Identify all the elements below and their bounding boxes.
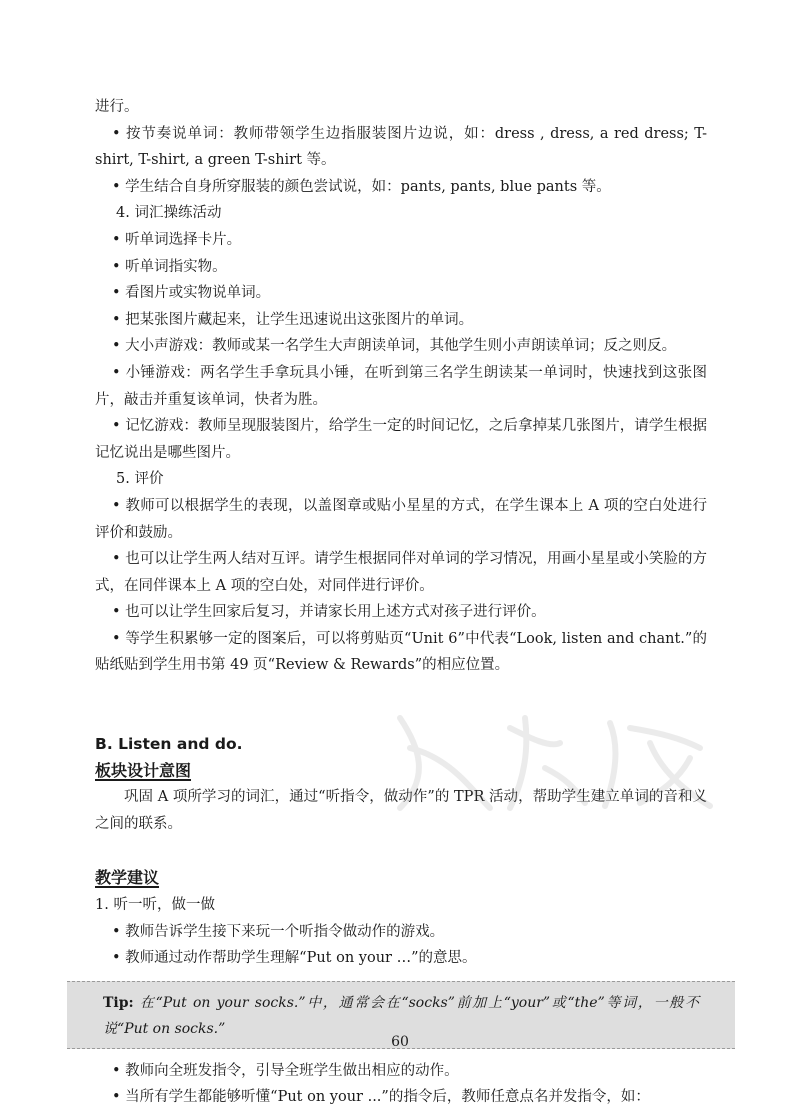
bullet-rhythm-words: • 按节奏说单词：教师带领学生边指服装图片边说，如：dress , dress, a red dress; T-shirt, T-shirt, a green T-shirt 等。 <box>95 125 707 169</box>
s4-bullet-2: • 听单词指实物。 <box>112 258 227 275</box>
s4-bullet-3: • 看图片或实物说单词。 <box>112 285 271 302</box>
page-content <box>95 94 707 1111</box>
section-gap <box>95 679 707 731</box>
section-b-title: B. Listen and do. <box>95 735 243 754</box>
design-intent-text: 巩固 A 项所学习的词汇，通过“听指令，做动作”的 TPR 活动，帮助学生建立单词的音和义之间的联系。 <box>95 789 707 832</box>
continued-text: 进行。 <box>95 99 139 115</box>
s5-bullet-1: • 教师可以根据学生的表现，以盖图章或贴小星星的方式，在学生课本上 A 项的空白处进行评价和鼓励。 <box>95 497 707 541</box>
b-bullet-1: • 教师告诉学生接下来玩一个听指令做动作的游戏。 <box>112 923 445 940</box>
s4-bullet-5: • 大小声游戏：教师或某一名学生大声朗读单词，其他学生则小声朗读单词；反之则反。 <box>112 338 677 355</box>
s4-bullet-7: • 记忆游戏：教师呈现服装图片，给学生一定的时间记忆，之后拿掉某几张图片，请学生根据记忆说出是哪些图片。 <box>95 418 707 461</box>
page-number: 60 <box>391 1034 409 1050</box>
design-intent-heading: 板块设计意图 <box>95 760 192 780</box>
b-bullet-3: • 教师向全班发指令，引导全班学生做出相应的动作。 <box>112 1062 459 1079</box>
s4-bullet-4: • 把某张图片藏起来，让学生迅速说出这张图片的单词。 <box>112 311 474 328</box>
tip-label: Tip: <box>103 994 134 1011</box>
b-bullet-4: • 当所有学生都能够听懂“Put on your ...”的指令后，教师任意点名并发指令，如： <box>112 1089 650 1106</box>
s4-bullet-6: • 小锤游戏：两名学生手拿玩具小锤，在听到第三名学生朗读某一单词时，快速找到这张图片，敲击并重复该单词，快者为胜。 <box>95 364 707 408</box>
subsection-gap <box>95 837 707 865</box>
s5-bullet-4: • 等学生积累够一定的图案后，可以将剪贴页“Unit 6”中代表“Look, listen and chant.”的贴纸贴到学生用书第 49 页“Review & Rewards”的相应位置。 <box>95 630 707 674</box>
s4-bullet-1: • 听单词选择卡片。 <box>112 231 242 248</box>
bullet-own-clothes: • 学生结合自身所穿服装的颜色尝试说，如：pants, pants, blue pants 等。 <box>112 178 611 195</box>
section-5-heading: 5. 评价 <box>116 471 164 488</box>
tip-text: 在“Put on your socks.”中，通常会在“socks”前加上“your”或“the”等词，一般不说“Put on socks.” <box>103 994 699 1037</box>
step-1-heading: 1. 听一听，做一做 <box>95 897 215 914</box>
s5-bullet-2: • 也可以让学生两人结对互评。请学生根据同伴对单词的学习情况，用画小星星或小笑脸的方式，在同伴课本上 A 项的空白处，对同伴进行评价。 <box>95 551 707 594</box>
b-bullet-2: • 教师通过动作帮助学生理解“Put on your …”的意思。 <box>112 950 477 967</box>
teaching-suggestion-heading: 教学建议 <box>95 868 160 888</box>
section-4-heading: 4. 词汇操练活动 <box>116 205 222 222</box>
s5-bullet-3: • 也可以让学生回家后复习，并请家长用上述方式对孩子进行评价。 <box>112 604 546 621</box>
